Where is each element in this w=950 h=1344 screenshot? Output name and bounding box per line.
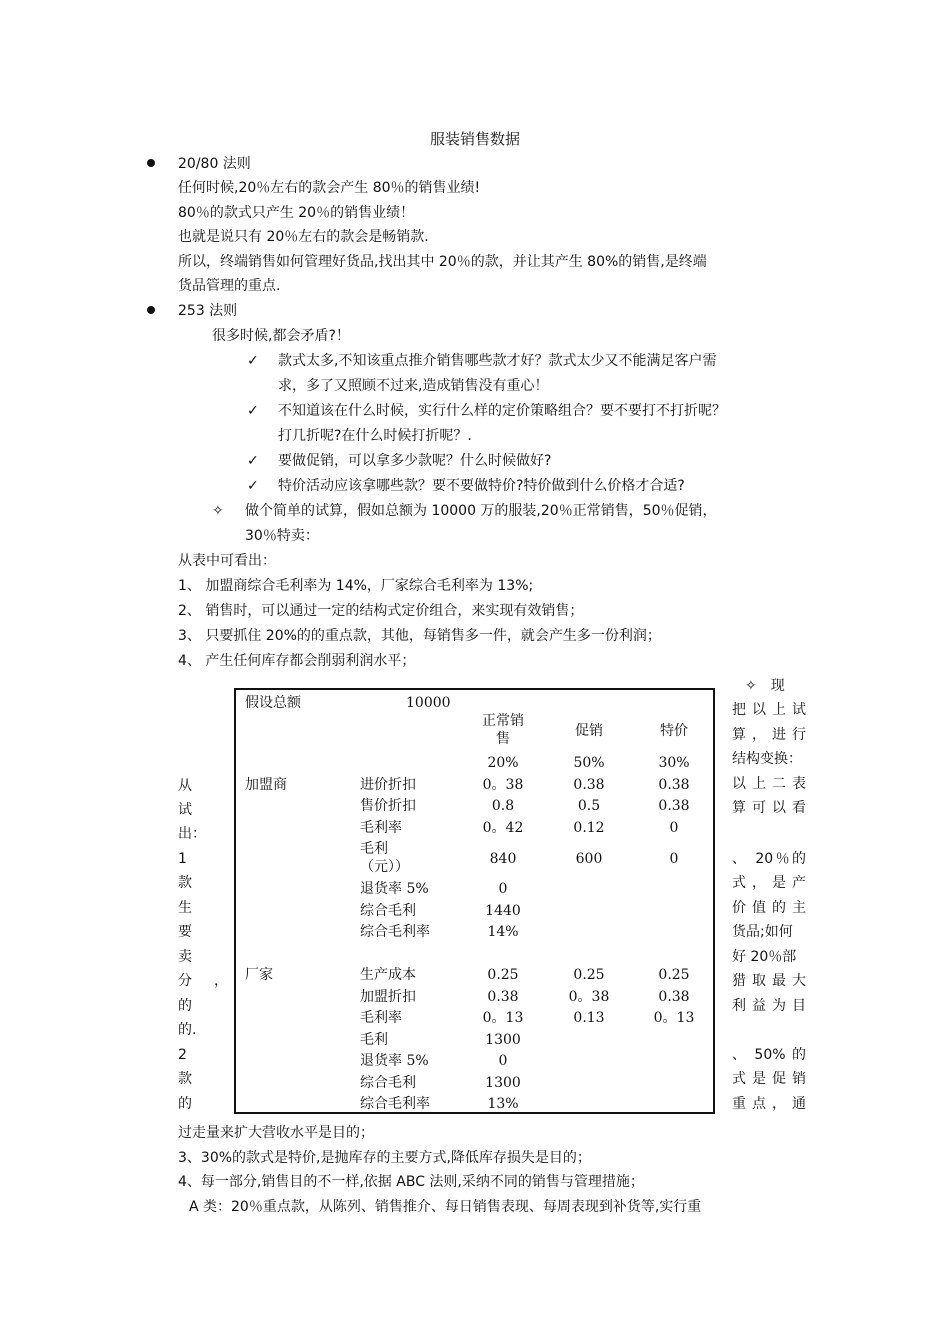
row-label: 综合毛利 (360, 1075, 416, 1091)
check-item: 打几折呢?在什么时候打折呢？. (278, 428, 472, 444)
wrap-text: 式，是产 (732, 875, 806, 891)
cell-value: 13% (487, 1096, 519, 1112)
checkmark-icon: ✓ (247, 353, 259, 369)
wrap-text: 、 20％的 (732, 851, 806, 867)
cell-value: 0.38 (658, 798, 690, 814)
cell-value: 0.13 (573, 1010, 605, 1026)
check-item: 求，多了又照顾不过来,造成销售没有重心！ (278, 378, 549, 394)
paragraph-line: 很多时候,都会矛盾?！ (212, 328, 350, 344)
cell-value: 0.38 (573, 777, 605, 793)
cell-value: 0.25 (658, 967, 690, 983)
paragraph-line: 任何时候,20％左右的款会产生 80％的销售业绩! (178, 180, 481, 196)
wrap-text: 重点，通 (732, 1096, 806, 1112)
section-heading-2080: 20/80 法则 (178, 156, 251, 172)
paragraph-line: 4、每一部分,销售目的不一样,依据 ABC 法则,采纳不同的销售与管理措施； (178, 1174, 644, 1190)
numbered-item: 2、 销售时，可以通过一定的结构式定价组合，来实现有效销售； (178, 603, 584, 619)
paragraph-line: 80％的款式只产生 20％的销售业绩！ (178, 205, 415, 221)
wrap-text: 货品;如何 (732, 924, 793, 940)
wrap-char: 分 (178, 973, 192, 989)
numbered-item: 1、 加盟商综合毛利率为 14%，厂家综合毛利率为 13%; (178, 578, 534, 594)
col-header-promo: 促销 (575, 723, 603, 739)
wrap-text: 以上二表 (732, 776, 806, 792)
row-label: 综合毛利率 (360, 924, 430, 940)
col-pct: 30% (658, 755, 690, 771)
wrap-text: 、 50% 的 (732, 1047, 806, 1063)
wrap-char: 的 (178, 998, 192, 1014)
calc-table (234, 688, 715, 1114)
wrap-text: 算可以看 (732, 800, 806, 816)
wrap-text: 算，进行 (732, 727, 806, 743)
check-item: 款式太多,不知该重点推介销售哪些款才好？款式太少又不能满足客户需 (278, 353, 717, 369)
wrap-text: 式是促销 (732, 1071, 806, 1087)
row-label: 退货率 5% (360, 881, 429, 897)
group-label-franchisee: 加盟商 (245, 777, 287, 793)
row-label: 毛利 (360, 1032, 388, 1048)
total-label: 假设总额 (245, 695, 301, 711)
row-label: 毛利率 (360, 820, 402, 836)
numbered-item: 4、 产生任何库存都会削弱利润水平； (178, 653, 416, 669)
wrap-char: 要 (178, 924, 192, 940)
cell-value: 1300 (485, 1075, 521, 1091)
cell-value: 0.38 (658, 777, 690, 793)
page-title: 服装销售数据 (429, 130, 520, 148)
row-label: 综合毛利率 (360, 1096, 430, 1112)
cell-value: 0.25 (487, 967, 519, 983)
row-label: 售价折扣 (360, 798, 416, 814)
cell-value: 0.8 (491, 798, 515, 814)
check-item: 不知道该在什么时候，实行什么样的定价策略组合？要不要打不打折呢？ (278, 403, 726, 419)
paragraph-line: 3、30%的款式是特价,是抛库存的主要方式,降低库存损失是目的； (178, 1150, 591, 1166)
paragraph-line: 也就是说只有 20％左右的款会是畅销款. (178, 229, 429, 245)
cell-value: 14% (487, 924, 519, 940)
wrap-char: 1 (178, 851, 187, 867)
cell-value: 0 (498, 1053, 508, 1069)
wrap-char: 试 (178, 802, 192, 818)
cell-value: 0.25 (573, 967, 605, 983)
col-header-special: 特价 (660, 723, 688, 739)
cell-value: 0 (498, 881, 508, 897)
cell-value: 0.5 (577, 798, 601, 814)
wrap-char: 款 (178, 1071, 192, 1087)
wrap-char: 的. (178, 1022, 197, 1038)
row-label: 退货率 5% (360, 1053, 429, 1069)
section-heading-253: 253 法则 (178, 303, 238, 319)
wrap-char: 的 (178, 1096, 192, 1112)
col-header-normal: 正常销 售 (482, 713, 524, 747)
cell-value: 0.38 (658, 989, 690, 1005)
total-value: 10000 (406, 695, 451, 711)
cell-value: 0。13 (482, 1010, 524, 1026)
wrap-char: 2 (178, 1047, 187, 1063)
check-item: 特价活动应该拿哪些款？要不要做特价?特价做到什么价格才合适? (278, 478, 685, 494)
col-pct: 50% (573, 755, 605, 771)
diamond-item: 30％特卖： (245, 528, 319, 544)
wrap-char: 生 (178, 900, 192, 916)
bullet-dot (147, 306, 155, 314)
cell-value: 0。13 (653, 1010, 695, 1026)
cell-value: 0。38 (568, 989, 610, 1005)
cell-value: 840 (489, 851, 517, 867)
paragraph-line: A 类：20％重点款，从陈列、销售推介、每日销售表现、每周表现到补货等,实行重 (189, 1199, 702, 1215)
cell-value: 0.12 (573, 820, 605, 836)
wrap-text: 把以上试 (732, 702, 806, 718)
checkmark-icon: ✓ (247, 478, 259, 494)
cell-value: 0。42 (482, 820, 524, 836)
row-label: 进价折扣 (360, 777, 416, 793)
cell-value: 0 (669, 851, 679, 867)
cell-value: 0 (669, 820, 679, 836)
wrap-char: 出： (178, 826, 206, 842)
cell-value: 1300 (485, 1032, 521, 1048)
wrap-char: 从 (178, 778, 192, 794)
wrap-char: 卖 (178, 949, 192, 965)
wrap-text: 价值的主 (732, 900, 806, 916)
check-item: 要做促销，可以拿多少款呢？什么时候做好? (278, 453, 552, 469)
row-label: 加盟折扣 (360, 989, 416, 1005)
wrap-text: 利益为目 (732, 998, 806, 1014)
cell-value: 0.38 (487, 989, 519, 1005)
wrap-char: ， (214, 973, 228, 989)
bullet-dot (147, 159, 155, 167)
col-pct: 20% (487, 755, 519, 771)
cell-value: 600 (575, 851, 603, 867)
numbered-item: 3、 只要抓住 20%的的重点款，其他，每销售多一件，就会产生多一份利润； (178, 628, 661, 644)
row-label: 毛利 （元）） (360, 841, 409, 875)
paragraph-line: 过走量来扩大营收水平是目的； (178, 1125, 374, 1141)
wrap-text: 结构变换： (732, 751, 802, 767)
diamond-icon: ✧ (212, 503, 224, 519)
paragraph-line: 货品管理的重点. (178, 278, 281, 294)
checkmark-icon: ✓ (247, 453, 259, 469)
row-label: 毛利率 (360, 1010, 402, 1026)
wrap-text: 猎取最大 (732, 973, 806, 989)
paragraph-line: 从表中可看出： (178, 553, 276, 569)
diamond-item: 做个简单的试算，假如总额为 10000 万的服装,20％正常销售，50％促销， (245, 503, 717, 519)
group-label-manufacturer: 厂家 (245, 967, 273, 983)
cell-value: 1440 (485, 903, 521, 919)
wrap-text: 好 20％部 (732, 949, 797, 965)
checkmark-icon: ✓ (247, 403, 259, 419)
row-label: 生产成本 (360, 967, 416, 983)
cell-value: 0。38 (482, 777, 524, 793)
wrap-char: 款 (178, 875, 192, 891)
row-label: 综合毛利 (360, 903, 416, 919)
paragraph-line: 所以，终端销售如何管理好货品,找出其中 20％的款，并让其产生 80%的销售,是终端 (178, 254, 707, 270)
wrap-text: ✧ 现 (745, 678, 785, 694)
